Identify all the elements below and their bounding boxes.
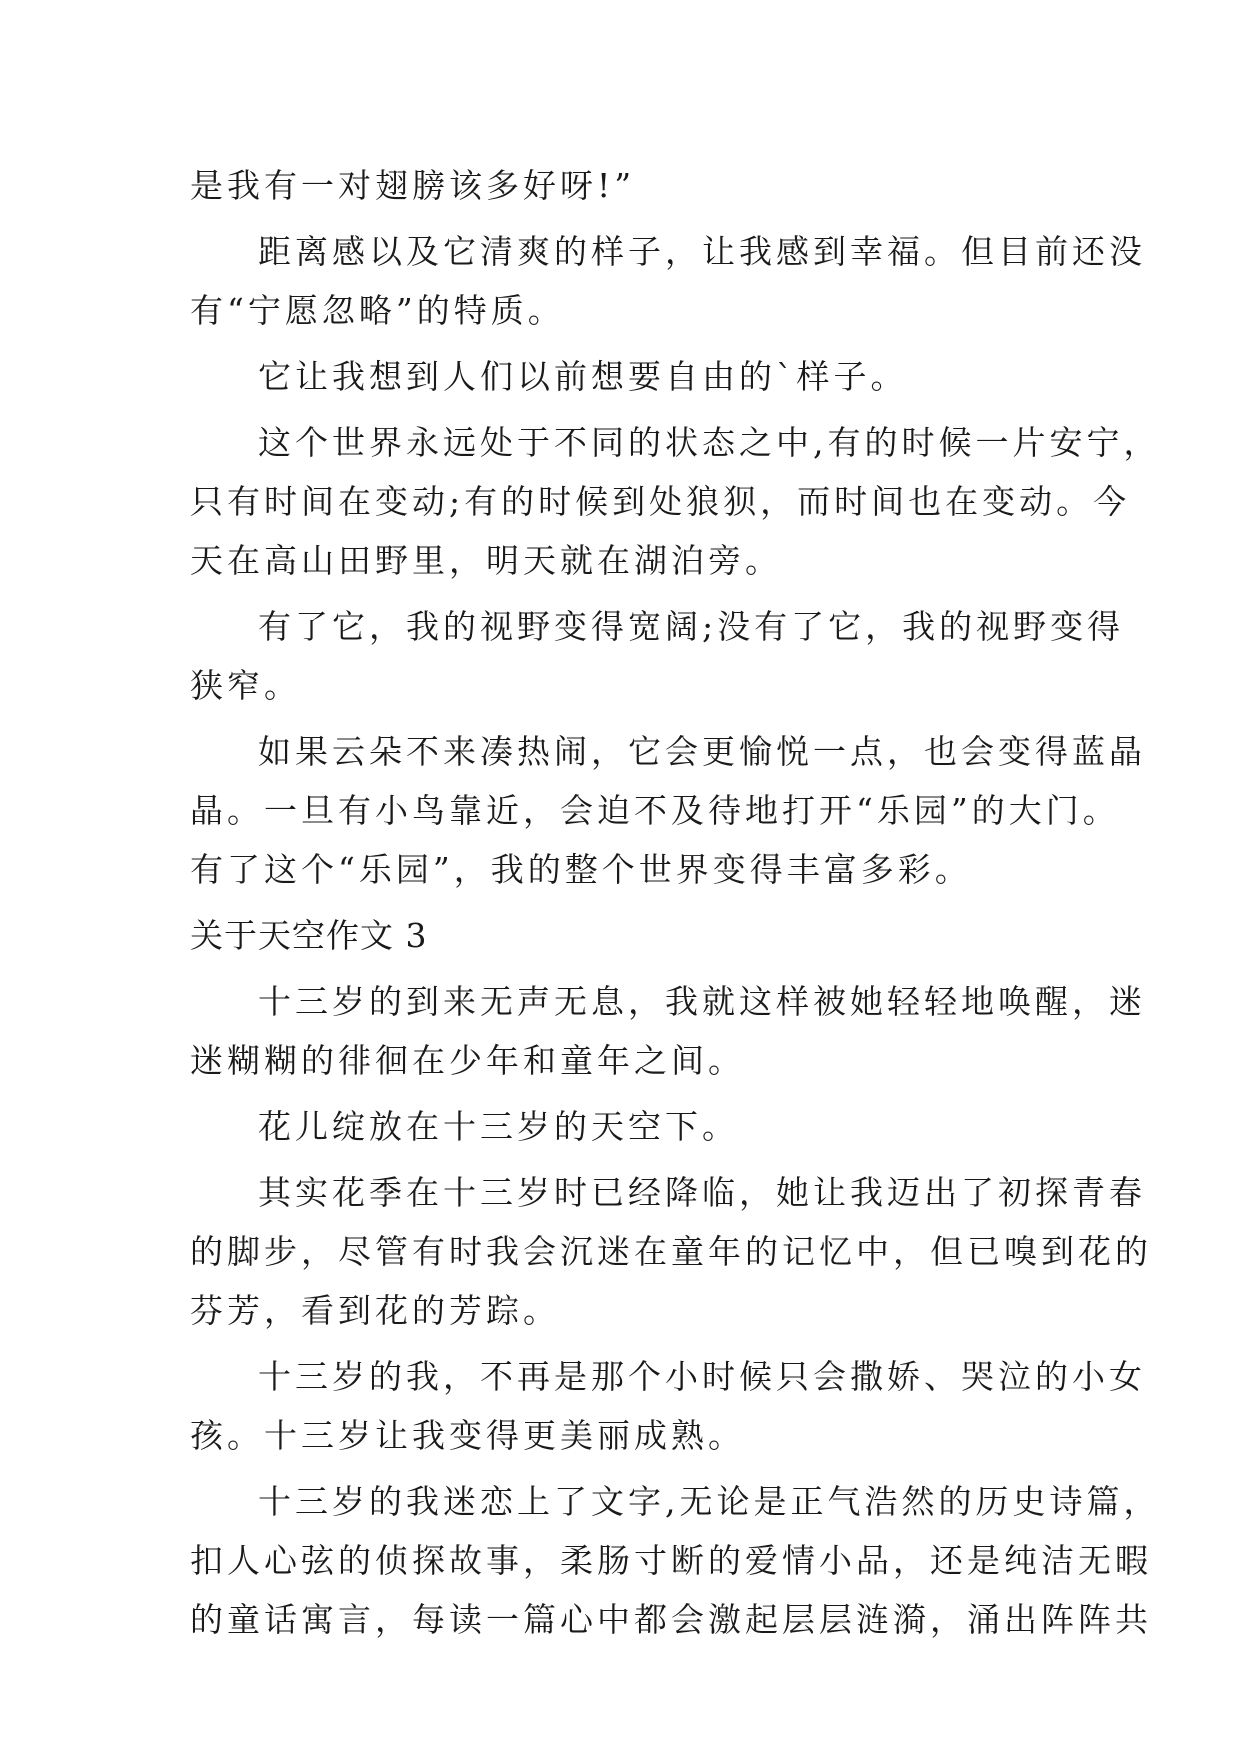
paragraph-gap bbox=[190, 965, 1070, 972]
paragraph-gap bbox=[190, 215, 1070, 222]
paragraph-gap bbox=[190, 406, 1070, 413]
paragraph-gap bbox=[190, 1090, 1070, 1097]
paragraph-line: 这个世界永远处于不同的状态之中,有的时候一片安宁， bbox=[258, 423, 1161, 462]
paragraph-line: 十三岁的我迷恋上了文字,无论是正气浩然的历史诗篇， bbox=[258, 1482, 1161, 1521]
paragraph-line: 花儿绽放在十三岁的天空下。 bbox=[258, 1107, 739, 1146]
paragraph-line: 天在高山田野里，明天就在湖泊旁。 bbox=[190, 541, 782, 580]
document-body bbox=[190, 156, 1161, 1649]
paragraph bbox=[190, 413, 1161, 590]
paragraph-line: 十三岁的到来无声无息，我就这样被她轻轻地唤醒，迷 bbox=[258, 982, 1146, 1021]
paragraph-line: 有了它，我的视野变得宽阔;没有了它，我的视野变得 bbox=[258, 607, 1125, 646]
section-heading bbox=[190, 906, 1070, 965]
paragraph bbox=[190, 597, 1125, 715]
paragraph-line: 有了这个“乐园”，我的整个世界变得丰富多彩。 bbox=[190, 850, 972, 889]
paragraph-line: 距离感以及它清爽的样子，让我感到幸福。但目前还没 bbox=[258, 232, 1146, 271]
paragraph-line: 晶。一旦有小鸟靠近，会迫不及待地打开“乐园”的大门。 bbox=[190, 791, 1120, 830]
paragraph bbox=[190, 1163, 1152, 1340]
paragraph-line: 如果云朵不来凑热闹，它会更愉悦一点，也会变得蓝晶 bbox=[258, 732, 1146, 771]
paragraph-gap bbox=[190, 1465, 1070, 1472]
paragraph-gap bbox=[190, 1340, 1070, 1347]
paragraph-gap bbox=[190, 715, 1070, 722]
paragraph-gap bbox=[190, 590, 1070, 597]
paragraph-line: 的脚步，尽管有时我会沉迷在童年的记忆中，但已嗅到花的 bbox=[190, 1232, 1152, 1271]
paragraph bbox=[190, 156, 1070, 215]
paragraph-line: 只有时间在变动;有的时候到处狼狈，而时间也在变动。今 bbox=[190, 482, 1131, 521]
paragraph bbox=[190, 1097, 1070, 1156]
paragraph bbox=[190, 972, 1146, 1090]
paragraph-line: 孩。十三岁让我变得更美丽成熟。 bbox=[190, 1416, 745, 1455]
paragraph-gap bbox=[190, 899, 1070, 906]
paragraph-line: 其实花季在十三岁时已经降临，她让我迈出了初探青春 bbox=[258, 1173, 1146, 1212]
paragraph bbox=[190, 722, 1146, 899]
paragraph-line: 有“宁愿忽略”的特质。 bbox=[190, 291, 565, 330]
paragraph bbox=[190, 1347, 1146, 1465]
paragraph-line: 它让我想到人们以前想要自由的`样子。 bbox=[258, 357, 908, 396]
paragraph bbox=[190, 222, 1146, 340]
paragraph-line: 迷糊糊的徘徊在少年和童年之间。 bbox=[190, 1041, 745, 1080]
paragraph-line: 扣人心弦的侦探故事，柔肠寸断的爱情小品，还是纯洁无暇 bbox=[190, 1541, 1152, 1580]
paragraph bbox=[190, 1472, 1161, 1649]
paragraph-line: 的童话寓言，每读一篇心中都会激起层层涟漪，涌出阵阵共 bbox=[190, 1600, 1152, 1639]
paragraph-line: 十三岁的我，不再是那个小时候只会撒娇、哭泣的小女 bbox=[258, 1357, 1146, 1396]
heading-text: 关于天空作文 3 bbox=[190, 916, 428, 955]
paragraph-line: 是我有一对翅膀该多好呀!” bbox=[190, 166, 636, 205]
paragraph-line: 芬芳，看到花的芳踪。 bbox=[190, 1291, 560, 1330]
paragraph-line: 狭窄。 bbox=[190, 666, 301, 705]
paragraph-gap bbox=[190, 340, 1070, 347]
paragraph-gap bbox=[190, 1156, 1070, 1163]
paragraph bbox=[190, 347, 1070, 406]
